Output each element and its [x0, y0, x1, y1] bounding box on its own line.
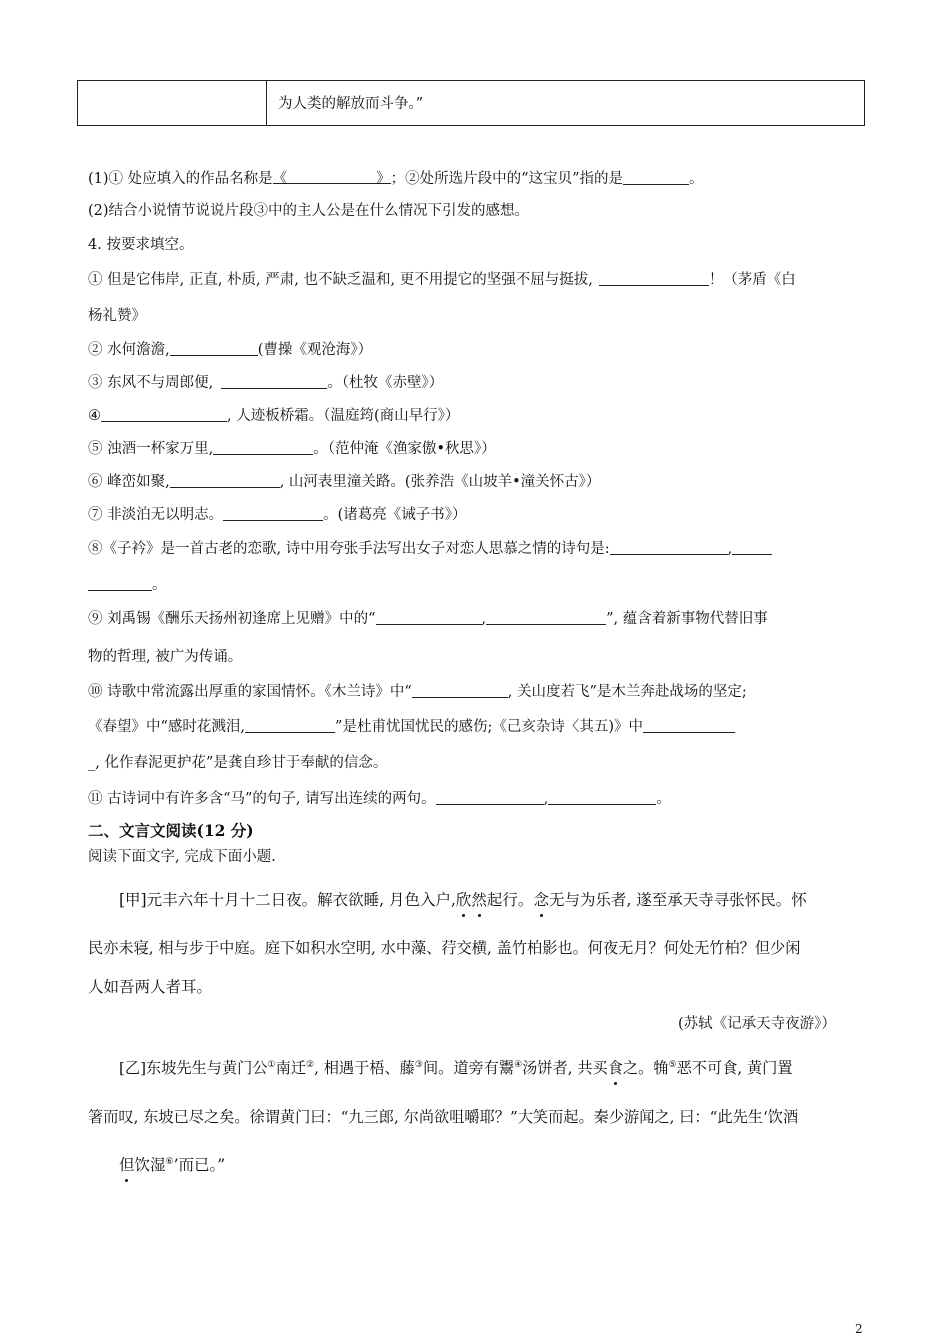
blank-10a[interactable] [412, 683, 508, 698]
yi-line-1: [乙]东坡先生与黄门公①南迁②, 相遇于梧、藤③间。道旁有鬻④汤饼者, 共买食之。觕⑤恶不可食, 黄门置 [119, 1059, 793, 1077]
q4-item-5: ⑤ 浊酒一杯家万里, 。（范仲淹《渔家傲•秋思》） [88, 441, 496, 457]
emphasis-dan: 但 [119, 1153, 135, 1175]
blank-8b[interactable] [732, 540, 772, 555]
q4-item-3: ③ 东风不与周郎便, 。（杜牧《赤壁》） [88, 375, 444, 391]
title-blank[interactable]: 《 》 [272, 171, 391, 187]
emphasis-xin: 欣 [456, 888, 472, 910]
q4-item-10-cont2: _, 化作春泥更护花”是龚自珍甘于奉献的信念。 [88, 755, 388, 771]
q4-item-2: ② 水何澹澹, (曹操《观沧海》） [88, 342, 373, 358]
q4-item-10-cont: 《春望》中“感时花溅泪, ”是杜甫忧国忧民的感伤;《己亥杂诗〈其五)》中 [88, 715, 735, 736]
q4-item-10: ⑩ 诗歌中常流露出厚重的家国情怀。《木兰诗》中“ , 关山度若飞”是木兰奔赴战场的坚定; [88, 684, 747, 700]
answer-table [77, 80, 865, 126]
yi-line-2: 箸而叹, 东坡已尽之矣。徐谓黄门曰：“九三郎, 尔尚欲咀嚼耶？”大笑而起。秦少游闻之, 曰：“此先生‘饮酒 [88, 1108, 799, 1126]
q4-item-11: ⑪ 古诗词中有许多含“马”的句子, 请写出连续的两句。 , 。 [88, 791, 671, 807]
q4-item-8-cont: 。 [88, 573, 167, 594]
emphasis-nian: 念 [533, 888, 549, 910]
blank-5[interactable] [213, 440, 313, 455]
q4-item-8: ⑧《子衿》是一首古老的恋歌, 诗中用夸张手法写出女子对恋人思慕之情的诗句是: , [88, 537, 772, 558]
section-2-heading: 二、文言文阅读(12 分) [88, 821, 254, 840]
blank-10b[interactable] [245, 718, 335, 733]
q4-item-1-cont: 杨礼赞》 [88, 308, 146, 324]
blank-8a[interactable] [610, 540, 728, 555]
jia-line-1: [甲]元丰六年十月十二日夜。解衣欲睡, 月色入户,欣然起行。念无与为乐者, 遂至承天寺寻张怀民。怀 [119, 888, 807, 910]
emphasis-ran: 然 [471, 888, 487, 910]
q3-sub2: (2)结合小说情节说说片段③中的主人公是在什么情况下引发的感想。 [88, 203, 530, 219]
blank-11b[interactable] [548, 790, 656, 805]
blank-8c[interactable] [88, 576, 152, 591]
blank-11a[interactable] [436, 790, 544, 805]
q4-item-6: ⑥ 峰峦如聚, , 山河表里潼关路。(张养浩《山坡羊•潼关怀古》） [88, 474, 601, 490]
jia-line-3: 人如吾两人者耳。 [88, 978, 213, 996]
blank-10c[interactable] [643, 718, 735, 733]
q4-item-9-cont: 物的哲理, 被广为传诵。 [88, 649, 243, 665]
jia-source: (苏轼《记承天寺夜游》） [678, 1016, 836, 1032]
blank-3[interactable] [221, 374, 327, 389]
table-divider [266, 81, 267, 125]
blank-1[interactable] [599, 271, 709, 286]
q4-item-1: ① 但是它伟岸, 正直, 朴质, 严肃, 也不缺乏温和, 更不用提它的坚强不屈与挺拔, ！（茅盾《白 [88, 272, 796, 288]
q4-item-9: ⑨ 刘禹锡《酬乐天扬州初逢席上见赠》中的“ , ”, 蕴含着新事物代替旧事 [88, 611, 768, 627]
page-number: 2 [855, 1322, 863, 1336]
blank-2[interactable] [170, 341, 258, 356]
q4-item-7: ⑦ 非淡泊无以明志。 。(诸葛亮《诫子书》） [88, 507, 467, 523]
yi-line-3: 但饮湿⑥’而已。” [119, 1153, 225, 1175]
blank-6[interactable] [170, 473, 280, 488]
emphasis-shi: 食 [607, 1059, 623, 1077]
blank-9b[interactable] [486, 610, 606, 625]
blank-7[interactable] [223, 506, 323, 521]
q4-title: 4. 按要求填空。 [88, 237, 194, 253]
q3-sub1: (1)① 处应填入的作品名称是《 》 ；②处所选片段中的“这宝贝”指的是 。 [88, 171, 704, 187]
q4-item-4: ④ , 人迹板桥霜。（温庭筠(商山早行》） [88, 408, 460, 424]
blank-4[interactable] [101, 407, 227, 422]
section-2-instruction: 阅读下面文字, 完成下面小题. [88, 849, 276, 865]
jia-line-2: 民亦未寝, 相与步于中庭。庭下如积水空明, 水中藻、荇交横, 盖竹柏影也。何夜无月？何处无竹柏？但少闲 [88, 939, 801, 957]
baobei-blank[interactable] [623, 170, 689, 185]
table-right-cell: 为人类的解放而斗争。” [278, 96, 424, 112]
blank-9a[interactable] [376, 610, 482, 625]
